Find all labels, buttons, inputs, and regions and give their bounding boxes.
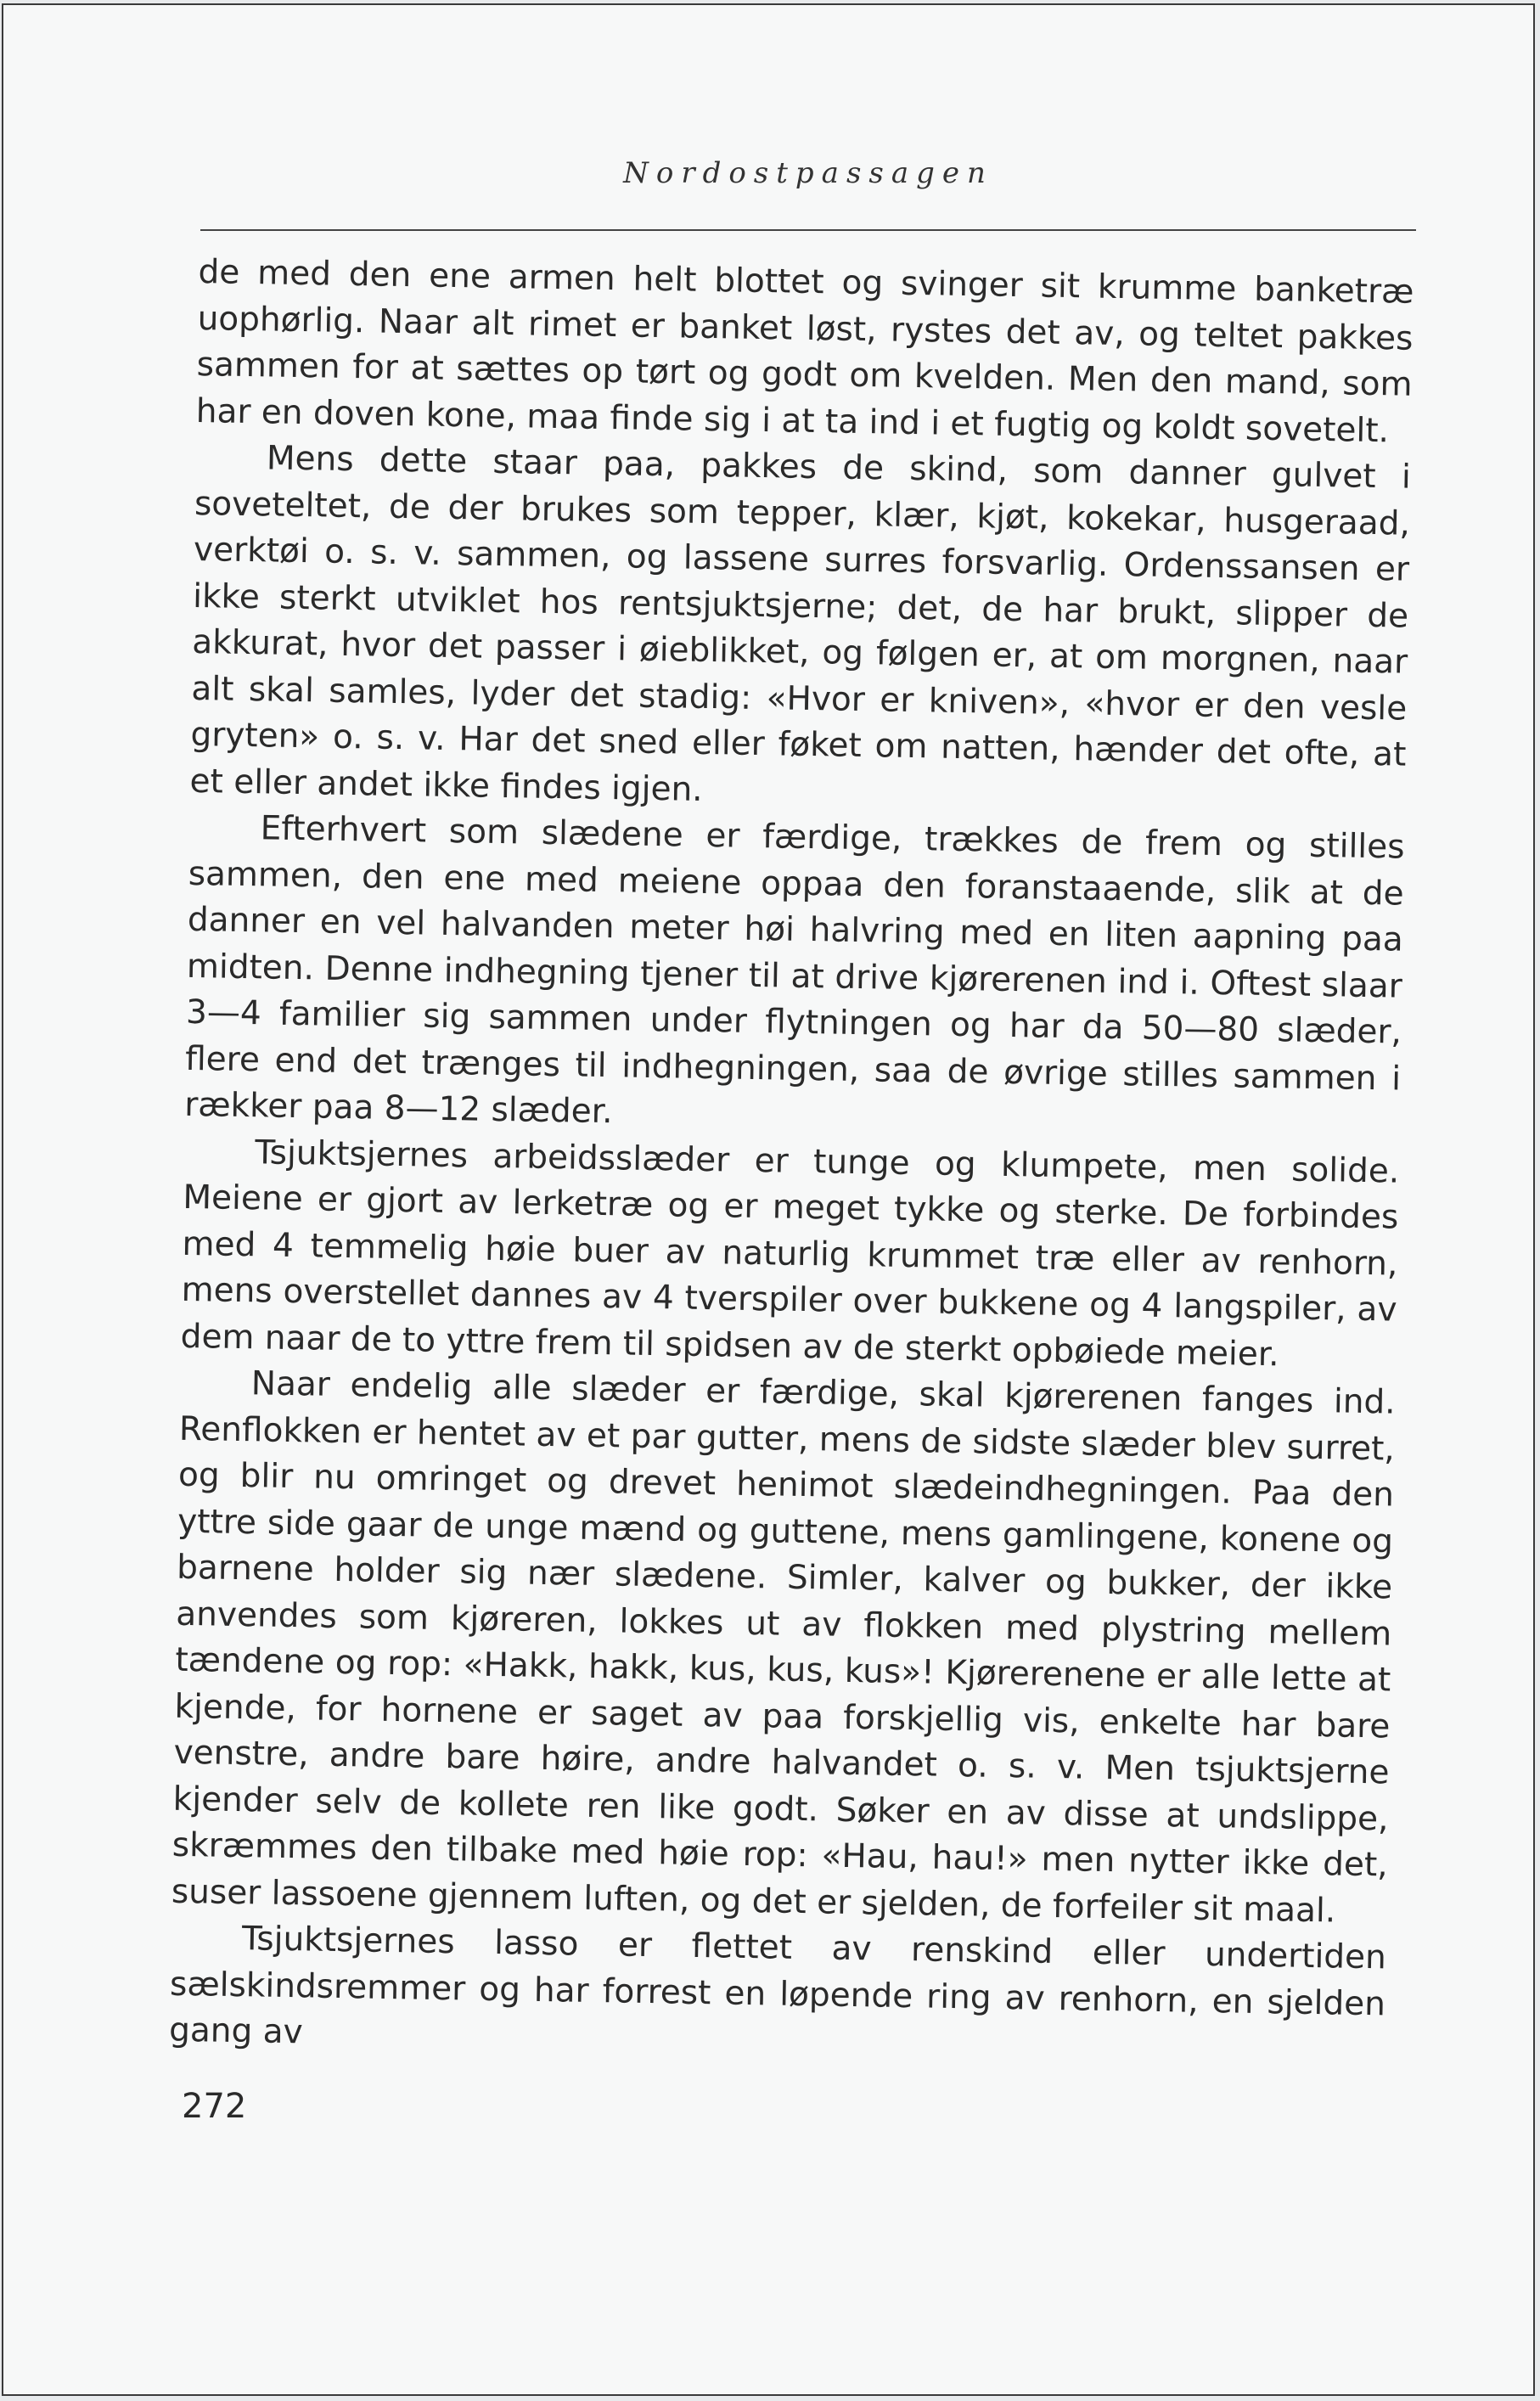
paragraph: Tsjuktsjernes lasso er flettet av renskind eller undertiden sælskindsremmer og har forrest en løpende ring av renhorn, en sjelden gang av [168, 1920, 1387, 2052]
paragraph: Efterhvert som slædene er færdige, trækkes de frem og stilles sammen, den ene med meiene oppaa den foranstaaende, slik at de danner en vel halvanden meter høi halvring med en liten aapning paa midten. Denne indhegning tjener til at drive kjørerenen ind i. Oftest slaar 3—4 familier sig sammen under flytningen og har da 50—80 slæder, flere end det trænges til indhegningen, saa de øvrige stilles sammen i rækker paa 8—12 slæder. [183, 809, 1405, 1132]
body-text [169, 250, 1414, 2074]
running-title: Nordostpassagen [623, 156, 993, 190]
header-rule [200, 229, 1416, 231]
paragraph: Mens dette staar paa, pakkes de skind, som danner gulvet i soveteltet, de der brukes som tepper, klær, kjøt, kokekar, husgeraad, verktøi o. s. v. sammen, og lassene surres forsvarlig. Ordenssansen er ikke sterkt utviklet hos rentsjuktsjerne; det, de har brukt, slipper de akkurat, hvor det passer i øieblikket, og følgen er, at om morgnen, naar alt skal samles, lyder det stadig: «Hvor er kniven», «hvor er den vesle gryten» o. s. v. Har det sned eller føket om natten, hænder det ofte, at et eller andet ikke findes igjen. [189, 439, 1412, 809]
book-page [2, 3, 1535, 2396]
paragraph: Naar endelig alle slæder er færdige, skal kjørerenen fanges ind. Renflokken er hentet av et par gutter, mens de sidste slæder blev surret, og blir nu omringet og drevet henimot slædeindhegningen. Paa den yttre side gaar de unge mænd og guttene, mens gamlingene, konene og barnene holder sig nær slædene. Simler, kalver og bukker, der ikke anvendes som kjøreren, lokkes ut av flokken med plystring mellem tændene og rop: «Hakk, hakk, kus, kus, kus»! Kjørerenene er alle lette at kjende, for hornene er saget av paa forskjellig vis, enkelte har bare venstre, andre bare høire, andre halvandet o. s. v. Men tsjuktsjerne kjender selv de kollete ren like godt. Søker en av disse at undslippe, skræmmes den tilbake med høie rop: «Hau, hau!» men nytter ikke det, suser lassoene gjennem luften, og det er sjelden, de forfeiler sit maal. [171, 1364, 1397, 1930]
page-number: 272 [182, 2087, 247, 2126]
paragraph: Tsjuktsjernes arbeidsslæder er tunge og klumpete, men solide. Meiene er gjort av lerketræ og er meget tykke og sterke. De forbindes med 4 temmelig høie buer av naturlig krummet træ eller av renhorn, mens overstellet dannes av 4 tverspiler over bukkene og 4 langspiler, av dem naar de to yttre frem til spidsen av de sterkt opbøiede meier. [180, 1133, 1400, 1374]
paragraph-continued: de med den ene armen helt blottet og svinger sit krumme banketræ uophørlig. Naar alt rimet er banket løst, rystes det av, og teltet pakkes sammen for at sættes op tørt og godt om kvelden. Men den mand, som har en doven kone, maa finde sig i at ta ind i et fugtig og koldt sovetelt. [195, 252, 1414, 450]
